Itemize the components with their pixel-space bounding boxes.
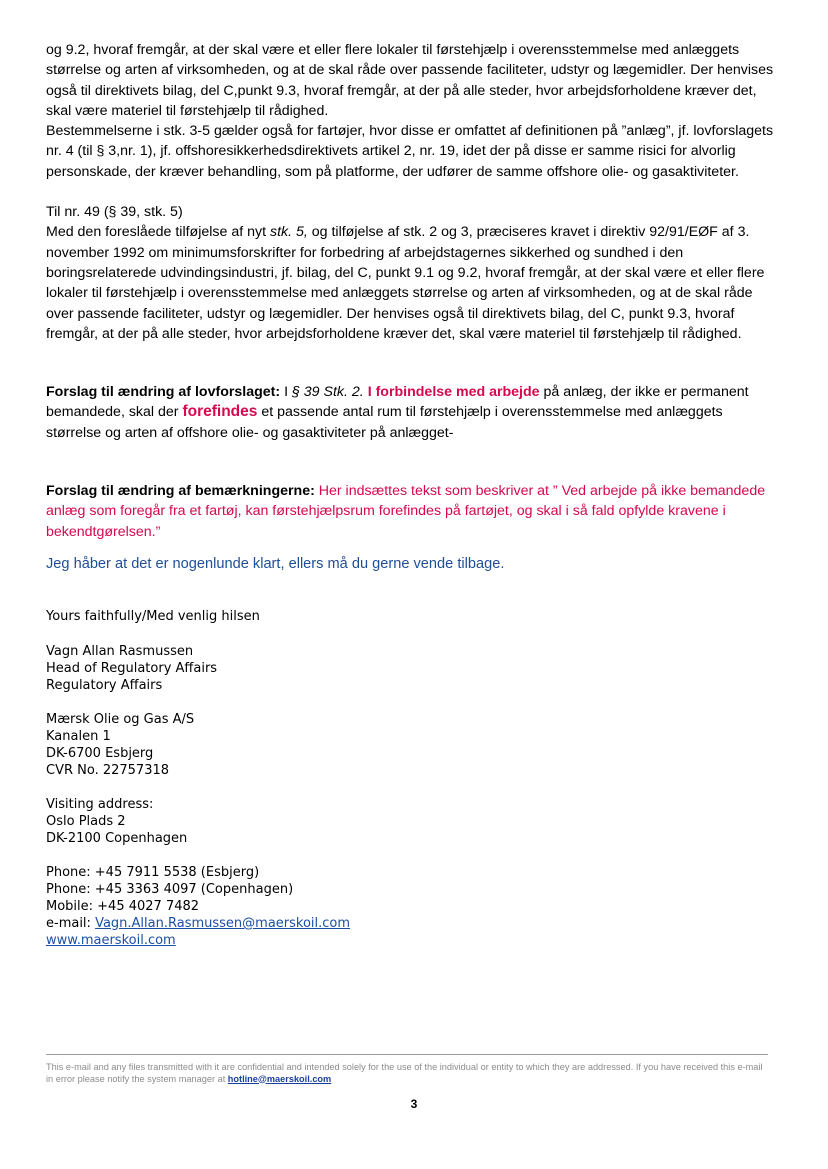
visiting-address-label: Visiting address: — [46, 796, 154, 812]
phone-copenhagen: Phone: +45 3363 4097 (Copenhagen) — [46, 881, 294, 897]
law-amendment-label: Forslag til ændring af lovforslaget: — [46, 384, 281, 401]
red-insertion-text: I forbindelse med arbejde — [367, 384, 540, 401]
section-heading-nr49: Til nr. 49 (§ 39, stk. 5) — [46, 204, 183, 221]
red-remark-text: Her indsættes tekst som beskriver at ” Ved arbejde på ikke bemandede anlæg som foregår fra et fartøj, kan førstehjælpsrum forefindes på fartøjet, og skal i så fald opfylde kravene i bekendtgørelsen.” — [46, 483, 766, 540]
signer-title: Head of Regulatory Affairs — [46, 660, 218, 676]
email-signature — [46, 608, 776, 949]
company-name: Mærsk Olie og Gas A/S — [46, 711, 195, 727]
company-cvr: CVR No. 22757318 — [46, 762, 170, 778]
hotline-email-link[interactable]: hotline@maerskoil.com — [227, 1073, 332, 1084]
italic-stk5: stk. 5, — [269, 224, 308, 241]
company-street: Kanalen 1 — [46, 728, 111, 744]
paragraph-directive-reference: og 9.2, hvoraf fremgår, at der skal være et eller flere lokaler til førstehjælp i overensstemmelse med anlæggets størrelse og arten af virksomheden, og at de skal råde over passende faciliteter, udstyr og lægemidler. Der henvises også til direktivets bilag, del C,punkt 9.3, hvoraf fremgår, at der på alle steder, hvor arbejdsforholdene kræver det, skal være materiel til førstehjælp til rådighed. — [46, 42, 774, 119]
signer-name: Vagn Allan Rasmussen — [46, 643, 194, 659]
website-link[interactable]: www.maerskoil.com — [46, 932, 176, 948]
remarks-amendment-label: Forslag til ændring af bemærkningerne: — [46, 483, 315, 500]
closing-salutation: Yours faithfully/Med venlig hilsen — [46, 608, 260, 624]
red-insertion-text: forefindes — [182, 403, 258, 421]
mobile-phone: Mobile: +45 4027 7482 — [46, 898, 200, 914]
signer-department: Regulatory Affairs — [46, 677, 163, 693]
paragraph-law-amendment: Forslag til ændring af lovforslaget: I § 39 Stk. 2. I forbindelse med arbejde på anlæg, der ikke er permanent bemandede, skal der forefindes et passende antal rum til førstehjælp i overensstemmelse med anlæggets størrelse og arten af offshore olie- og gasaktiviteter på anlægget- — [46, 384, 749, 441]
email-link[interactable]: Vagn.Allan.Rasmussen@maerskoil.com — [95, 915, 351, 931]
closing-remark: Jeg håber at det er nogenlunde klart, ellers må du gerne vende tilbage. — [46, 555, 505, 572]
paragraph-nr49: Med den foreslåede tilføjelse af nyt stk. 5, og tilføjelse af stk. 2 og 3, præciseres kravet i direktiv 92/91/EØF af 3. november 1992 om minimumsforskrifter for forbedring af arbejdstagernes sikkerhed og sundhed i den boringsrelaterede udvindingsindustri, jf. bilag, del C, punkt 9.1 og 9.2, hvoraf fremgår, at der skal være et eller flere lokaler til førstehjælp i overensstemmelse med anlæggets størrelse og arten af virksomheden, og at de skal råde over passende faciliteter, udstyr og lægemidler. Der henvises også til direktivets bilag, del C, punkt 9.3, hvoraf fremgår, at der på alle steder, hvor arbejdsforholdene kræver det, skal være materiel til førstehjælp til rådighed. — [46, 224, 765, 342]
paragraph-remarks-amendment — [46, 481, 776, 542]
paragraph-vessels: Bestemmelserne i stk. 3-5 gælder også for fartøjer, hvor disse er omfattet af definitionen på ”anlæg”, jf. lovforslagets nr. 4 (til § 3,nr. 1), jf. offshoresikkerhedsdirektivets artikel 2, nr. 19, idet der på disse er samme risici for alvorlig personskade, der kræver behandling, som på platforme, der udfører de samme offshore olie- og gasaktiviteter. — [46, 123, 774, 180]
visiting-city: DK-2100 Copenhagen — [46, 830, 188, 846]
visiting-street: Oslo Plads 2 — [46, 813, 126, 829]
footer-divider — [46, 1054, 768, 1055]
company-city: DK-6700 Esbjerg — [46, 745, 154, 761]
page-number: 3 — [410, 1097, 418, 1111]
phone-esbjerg: Phone: +45 7911 5538 (Esbjerg) — [46, 864, 260, 880]
website-line — [46, 932, 776, 949]
email-line: e-mail: Vagn.Allan.Rasmussen@maerskoil.com — [46, 915, 351, 931]
footer-disclaimer: This e-mail and any files transmitted with it are confidential and intended solely for the use of the individual or entity to which they are addressed. If you have received this e-mail in error please notify the system manager at hotline@maerskoil.com — [46, 1062, 763, 1084]
document-body — [46, 40, 776, 949]
